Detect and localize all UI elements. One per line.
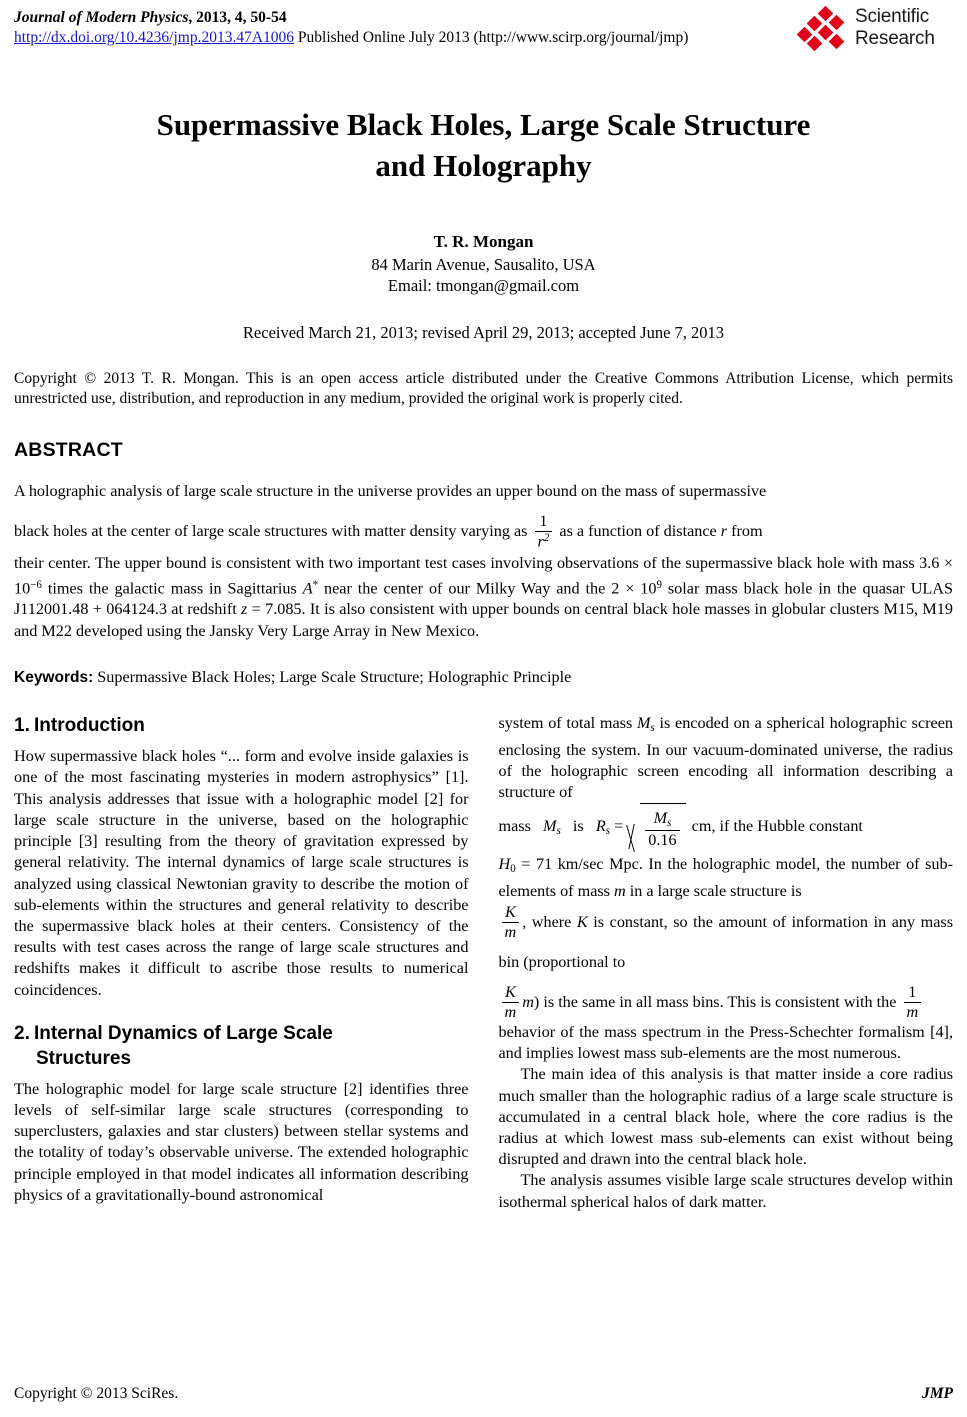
fraction-num-M-sub: s — [667, 816, 672, 829]
abstract-text-c-tail: from — [731, 522, 763, 540]
rc-seg2-is: is — [572, 817, 584, 836]
rc-var-R-sub: s — [605, 825, 611, 838]
rc-equals-2: = — [521, 855, 531, 874]
rc-var-m-2: m — [522, 992, 534, 1011]
right-column-segment-6: behavior of the mass spectrum in the Press-Schechter formalism [4], and implies lowest mass sub-elements are the most numerous. — [498, 1022, 953, 1063]
rc-var-M-sub-1: s — [650, 722, 655, 735]
rc-var-H: H — [498, 855, 511, 874]
abstract-p2-a: their center. The upper bound is consistent with two important test cases involving observations of the supermassive black hole with mass 3.6 × 10 — [14, 554, 953, 597]
rc-seg1-b: is encoded on a spherical holographic screen enclosing the system. In our vacuum-dominated universe, the radius of the holographic screen encoding all information describing a structure of — [498, 714, 954, 801]
abstract-body — [14, 473, 953, 642]
fraction-numerator: 1 — [535, 513, 553, 532]
rc-seg3-c: in a large scale structure is — [629, 881, 802, 900]
scirp-logo — [803, 6, 953, 56]
abstract-heading: ABSTRACT — [14, 439, 123, 461]
footer-copyright: Copyright © 2013 SciRes. — [14, 1385, 179, 1402]
abstract-var-r: r — [720, 522, 728, 540]
rc-var-K: K — [576, 912, 588, 931]
scirp-logo-text — [855, 6, 935, 50]
page-footer — [14, 1385, 953, 1403]
paper-title-line2: and Holography — [375, 148, 592, 183]
rc-var-R: R — [595, 817, 606, 836]
author-email: Email: tmongan@gmail.com — [387, 276, 580, 295]
left-column-paragraph-2: The holographic model for large scale structure [2] identifies three levels of self-similar large scale structures (corresponding to superclusters, galaxies and star clusters) between stellar systems and the totality of today’s observable universe. The extended holographic principle employed in that model indicates all information describing physics of a gravitationally-bound astronomical — [14, 1079, 469, 1204]
rc-var-Ms-2 — [543, 817, 561, 838]
doi-link[interactable]: http://dx.doi.org/10.4236/jmp.2013.47A1006 — [14, 29, 295, 46]
scirp-diamond-icon — [803, 8, 851, 52]
received-revised-accepted-dates: Received March 21, 2013; revised April 29, 2013; accepted June 7, 2013 — [242, 323, 725, 342]
section-2-number: 2. — [14, 1022, 30, 1044]
fraction-Ms-over-016 — [645, 810, 679, 850]
fraction-K-over-m-1 — [502, 904, 520, 941]
rc-var-M-2: M — [543, 817, 557, 836]
journal-volume-pages: , 2013, 4, 50-54 — [188, 9, 287, 26]
fraction-den-m-1: m — [504, 922, 517, 941]
abstract-var-A-star: * — [312, 578, 319, 591]
fraction-K-over-m-2 — [502, 984, 520, 1021]
abstract-var-z: z — [241, 600, 248, 619]
scirp-logo-line2: Research — [855, 28, 935, 49]
author-address: 84 Marin Avenue, Sausalito, USA — [371, 255, 596, 274]
abstract-p2-c: near the center of our Milky Way and the 2 × 10 — [318, 578, 657, 597]
section-1-number: 1. — [14, 715, 30, 737]
rc-var-H-sub: 0 — [510, 863, 516, 876]
rc-unit-cm: cm — [691, 817, 712, 836]
section-1-title: Introduction — [34, 715, 145, 737]
rc-seg1-a: system of total mass — [498, 714, 633, 733]
copyright-license-note: Copyright © 2013 T. R. Mongan. This is an open access article distributed under the Creative Commons Attribution License, which permits unrestricted use, distribution, and reproduction in any medium, provided the original work is properly cited. — [14, 370, 953, 407]
rc-var-Ms-1 — [637, 714, 655, 735]
square-root-expression — [629, 803, 685, 852]
doi-line — [14, 28, 834, 48]
rc-seg3-b: . In the holographic model, the number of sub-elements of mass — [498, 855, 954, 900]
abstract-text-b: black holes at the center of large scale structures with matter density varying as — [14, 522, 528, 540]
abstract-p2-d: solar mass black hole in the quasar ULAS J112001.48 + 064124.3 at redshift — [14, 578, 953, 619]
paper-title — [14, 104, 953, 186]
author-name: T. R. Mongan — [433, 232, 534, 251]
rc-var-m-1: m — [614, 881, 626, 900]
rc-hubble-value: 71 km/sec Mpc — [535, 855, 639, 874]
abstract-line-1 — [14, 473, 953, 509]
section-2-title: Internal Dynamics of Large Scale — [34, 1022, 333, 1044]
abstract-p2-b: times the galactic mass in Sagittarius — [41, 578, 303, 597]
rc-var-M-sub-2: s — [556, 825, 561, 838]
rc-seg2-b: , if the Hubble constant — [711, 817, 863, 836]
right-column-formula-K-over-m — [499, 902, 954, 982]
fraction-denominator-016: 0.16 — [648, 831, 677, 850]
footer-journal-abbrev: JMP — [922, 1385, 953, 1402]
fraction-one-over-r-squared — [535, 513, 553, 550]
rc-seg4-a: , where — [522, 912, 572, 931]
fraction-numerator-Ms — [645, 810, 679, 832]
denominator-exponent: 2 — [543, 531, 550, 544]
abstract-p2-e: = 7.085. It is also consistent with upper bounds on central black hole masses in globular clusters M15, M19 and M22 developed using the Jansky Very Large Array in New Mexico. — [14, 600, 953, 640]
right-column — [499, 713, 954, 1373]
right-column-paragraph-last: The analysis assumes visible large scale structures develop within isothermal spherical halos of dark matter. — [498, 1171, 953, 1211]
abstract-text-c: as a function of distance — [559, 522, 717, 540]
radicand — [640, 803, 685, 852]
published-online-text: Published Online July 2013 (http://www.scirp.org/journal/jmp) — [294, 29, 689, 46]
right-column-segment-3 — [499, 854, 954, 901]
fraction-denominator — [535, 532, 553, 550]
section-heading-2 — [14, 1021, 469, 1071]
fraction-den-m-2: m — [504, 1002, 517, 1021]
rc-var-Rs — [595, 817, 611, 838]
abstract-text-a: A holographic analysis of large scale structure in the universe provides an upper bound on the mass of supermassive — [14, 482, 767, 500]
keywords-line — [14, 667, 953, 688]
page-masthead — [14, 8, 953, 58]
keywords-value: Supermassive Black Holes; Large Scale Structure; Holographic Principle — [93, 668, 572, 687]
left-column — [14, 713, 469, 1373]
denominator-base: r — [537, 531, 544, 550]
right-column-formula-Rs — [499, 803, 954, 854]
rc-seg2-a: mass — [498, 817, 531, 836]
scirp-logo-line1: Scientific — [855, 6, 930, 27]
paper-title-line1: Supermassive Black Holes, Large Scale Structure — [156, 107, 811, 142]
left-column-paragraph-1: How supermassive black holes “... form and evolve inside galaxies is one of the most fascinating mysteries in modern astrophysics” [1]. This analysis addresses that issue with a holographic model [2] for large scale structure in the universe, based on the holographic principle [3] resulting from the theory of gravitation expressed by general relativity. The internal dynamics of large scale structures is analyzed using classical Newtonian gravity to describe the motion of sub-elements within the structures and general relativity to describe the supermassive black holes at their centers. Consistency of the results with test cases across the range of large scale structures and redshifts makes it difficult to ascribe those results to numerical coincidences. — [14, 747, 469, 999]
fraction-num-K-2: K — [502, 984, 520, 1003]
fraction-num-K-1: K — [502, 904, 520, 923]
right-column-formula-K-over-m-times-m — [499, 982, 954, 1022]
fraction-den-m-3: m — [906, 1002, 919, 1021]
journal-title: Journal of Modern Physics — [14, 9, 189, 26]
fraction-num-M: M — [653, 808, 668, 827]
abstract-line-2 — [14, 509, 953, 553]
abstract-paragraph-2 — [14, 553, 953, 642]
right-column-segment-1 — [499, 713, 954, 803]
rc-seg4-b: is constant, so the amount of information in any mass bin (proportional to — [498, 912, 954, 971]
fraction-num-1: 1 — [904, 984, 922, 1003]
author-block — [14, 230, 953, 296]
rc-var-M-1: M — [637, 714, 651, 733]
masthead-text-block — [14, 8, 834, 48]
right-column-paragraph-main: The main idea of this analysis is that matter inside a core radius much smaller than the holographic radius of a large scale structure is accumulated in a central black hole, where the core radius is the radius at which lowest mass sub-elements can exist without being disrupted and drawn into the central black hole. — [498, 1065, 953, 1169]
section-2-title-continuation: Structures — [36, 1047, 132, 1069]
abstract-p2-exponent-1: −6 — [30, 578, 42, 591]
journal-citation-line — [14, 8, 834, 28]
rc-seg5-a: ) is the same in all mass bins. This is consistent with the — [533, 992, 897, 1011]
abstract-var-A: A — [302, 578, 313, 597]
section-heading-1 — [14, 713, 469, 738]
rc-equals-1: = — [614, 817, 624, 836]
two-column-body — [14, 713, 953, 1373]
abstract-p2-exponent-2: 9 — [656, 578, 662, 591]
keywords-label: Keywords: — [14, 669, 94, 687]
fraction-one-over-m — [904, 984, 922, 1021]
rc-var-H0 — [498, 855, 516, 876]
